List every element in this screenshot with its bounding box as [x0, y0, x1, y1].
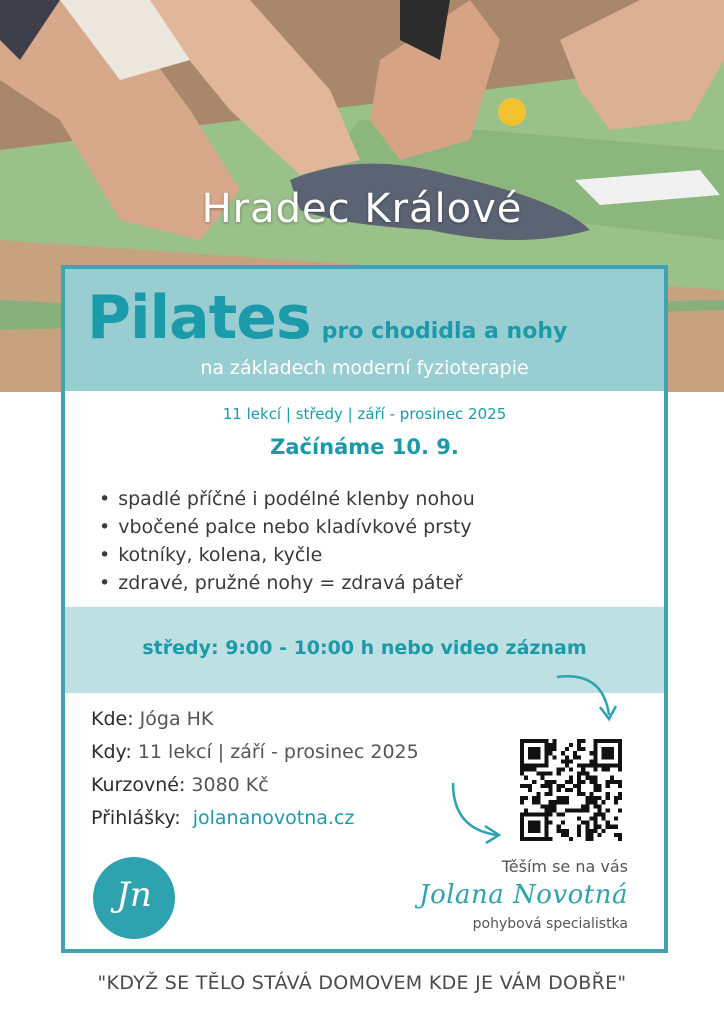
- detail-where: [91, 703, 419, 736]
- monogram-logo: [93, 857, 175, 939]
- instructor-name: Jolana Novotná: [419, 880, 628, 910]
- footer-quote: "KDYŽ SE TĚLO STÁVÁ DOMOVEM KDE JE VÁM DOBŘE": [97, 972, 627, 994]
- where-value: Jóga HK: [139, 708, 214, 730]
- fee-value: 3080 Kč: [191, 774, 269, 796]
- start-date: Začínáme 10. 9.: [270, 435, 459, 459]
- card-header: [65, 269, 664, 391]
- detail-signup: [91, 802, 419, 835]
- detail-fee: [91, 769, 419, 802]
- when-label: Kdy:: [91, 741, 132, 763]
- greeting: Těším se na vás: [501, 857, 628, 876]
- logo-letters: Jn: [116, 875, 152, 915]
- qr-code[interactable]: [520, 739, 622, 841]
- list-item: • kotníky, kolena, kyčle: [99, 541, 475, 569]
- list-item: • vbočené palce nebo kladívkové prsty: [99, 513, 475, 541]
- instructor-role: pohybová specialistka: [472, 916, 628, 932]
- when-value: 11 lekcí | září - prosinec 2025: [137, 741, 419, 763]
- signup-label: Přihlášky:: [91, 807, 181, 829]
- benefit-list: [99, 485, 475, 597]
- course-details: [91, 703, 419, 835]
- course-info: 11 lekcí | středy | září - prosinec 2025: [222, 405, 507, 423]
- tagline: na základech moderní fyzioterapie: [200, 357, 529, 379]
- title-row: [87, 283, 567, 353]
- where-label: Kde:: [91, 708, 134, 730]
- course-subtitle: pro chodidla a nohy: [321, 319, 568, 344]
- curved-arrow-icon: [553, 669, 623, 729]
- signature-block: [419, 857, 628, 932]
- list-item: • zdravé, pružné nohy = zdravá páteř: [99, 569, 475, 597]
- schedule-text: středy: 9:00 - 10:00 h nebo video záznam: [142, 637, 587, 659]
- detail-when: [91, 736, 419, 769]
- list-item: • spadlé příčné i podélné klenby nohou: [99, 485, 475, 513]
- city-title: Hradec Králové: [201, 186, 523, 232]
- curved-arrow-icon: [445, 779, 505, 849]
- course-title: Pilates: [87, 283, 311, 353]
- fee-label: Kurzovné:: [91, 774, 186, 796]
- course-card: [61, 265, 668, 953]
- signup-link[interactable]: jolananovotna.cz: [192, 807, 355, 829]
